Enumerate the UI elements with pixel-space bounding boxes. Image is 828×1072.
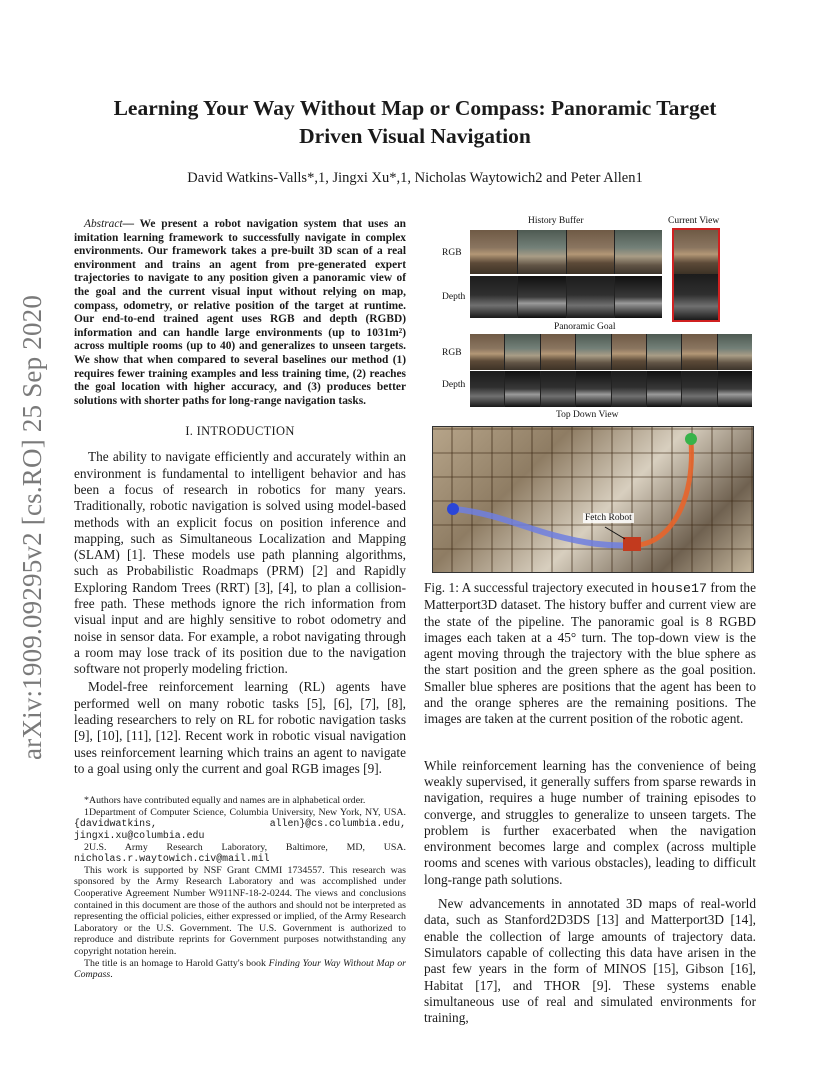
panoramic-depth-frame (541, 371, 576, 407)
panoramic-depth-strip (470, 371, 752, 407)
panoramic-rgb-frame (576, 334, 611, 370)
panoramic-rgb-label: RGB (442, 348, 462, 358)
abstract-text: — We present a robot navigation system that uses an imitation learning framework to successfully navigate in complex environments. Our framework takes a pre-built 3D scan of a real environment and trains an agent from pre-generated expert trajectories to navigate to any position given a panoramic view of the goal and the current visual input without relying on map, compass, odometry, or relative position of the target at runtime. Our end-to-end trained agent uses RGB and depth (RGBD) information and can handle large environments (up to 1031m²) across multiple rooms (up to 40) and generalizes to unseen targets. We show that when compared to several baselines our method (1) requires fewer training examples and less training time, (2) reaches the goal location with higher accuracy, and (3) produces better solutions with shorter paths for long-range navigation tasks. (74, 218, 406, 407)
right-column (424, 214, 756, 1028)
paper-title: Learning Your Way Without Map or Compass: Panoramic Target Driven Visual Navigation (113, 96, 717, 148)
history-depth-frame (518, 276, 566, 318)
history-depth-frame (615, 276, 662, 318)
panoramic-rgb-strip (470, 334, 752, 370)
footnote-homage (74, 958, 406, 981)
panoramic-rgb-frame (541, 334, 576, 370)
panoramic-rgb-frame (718, 334, 752, 370)
right-paragraph-1: While reinforcement learning has the convenience of being weakly supervised, it generally suffers from sparse rewards in navigation, requires a huge number of training episodes to converge, and struggles to generalize to unseen targets. The problem is further exacerbated when the navigation environment becomes large and complex (across multiple rooms and scenes with various obstacles), leading to difficult long-range path solutions. (424, 757, 756, 887)
intro-paragraph-1: The ability to navigate efficiently and accurately within an environment is fundamental to intelligent behavior and has been a focus of research in robotics for many years. Traditionally, robotic navigation is solved using model-based methods with an explicit focus on position inference and mapping, such as Simultaneous Localization and Mapping (SLAM) [1]. These models use path planning algorithms, such as Probabilistic Roadmaps (PRM) [2] and Rapidly Exploring Random Trees (RRT) [3], [4], to plan a collision-free path. These methods ignore the rich information from visual input and are highly sensitive to robot odometry and noise in sensor data. For example, a robot navigating through a room may lose track of its position due to the navigation software not properly modeling friction. (74, 449, 406, 677)
left-column (74, 218, 406, 981)
author-list: David Watkins-Valls*,1, Jingxi Xu*,1, Nicholas Waytowich2 and Peter Allen1 (187, 170, 643, 186)
history-buffer-label: History Buffer (528, 216, 584, 226)
footnote-affiliation-2 (74, 842, 406, 865)
panoramic-depth-frame (505, 371, 540, 407)
right-paragraph-2: New advancements in annotated 3D maps of real-world data, such as Stanford2D3DS [13] and Matterport3D [14], enable the collection of large amounts of trajectory data. Simulators capable of collecting this data have arisen in the past few years in the form of MINOS [15], Gibson [16], Habitat [17], and THOR [9]. These systems enable simultaneous use of real and simulated environments for training, (424, 896, 756, 1026)
panoramic-rgb-frame (505, 334, 540, 370)
panoramic-depth-frame (718, 371, 752, 407)
arxiv-identifier-stamp: arXiv:1909.09295v2 [cs.RO] 25 Sep 2020 (17, 294, 47, 760)
homage-text: The title is an homage to Harold Gatty's book (84, 957, 269, 969)
history-rgb-frame (615, 230, 662, 274)
history-rgb-strip (470, 230, 662, 274)
panoramic-rgb-frame (612, 334, 647, 370)
affiliation-2-text: 2U.S. Army Research Laboratory, Baltimore, MD, USA. (84, 841, 406, 853)
panoramic-depth-label: Depth (442, 380, 466, 390)
fetch-robot-pointer (605, 527, 625, 539)
panoramic-rgb-frame (682, 334, 717, 370)
affiliation-1-emails: {davidwatkins, allen}@cs.columbia.edu, jingxi.xu@columbia.edu (74, 818, 406, 842)
panoramic-depth-frame (470, 371, 505, 407)
top-down-map (432, 426, 754, 573)
figure-1 (424, 214, 756, 574)
homage-suffix: . (110, 969, 113, 981)
history-rgb-label: RGB (442, 248, 462, 258)
remaining-path (638, 441, 691, 545)
fetch-robot-label: Fetch Robot (585, 513, 632, 523)
top-down-view-label: Top Down View (556, 410, 619, 420)
panoramic-depth-frame (682, 371, 717, 407)
history-depth-strip (470, 276, 662, 318)
panoramic-rgb-frame (470, 334, 505, 370)
caption-text-rest: from the Matterport3D dataset. The history buffer and current view are the state of the pipeline. The panoramic goal is 8 RGBD images each taken at a 45° turn. The top-down view is the agent moving through the trajectory with the blue sphere as the start position and the green sphere as the goal position. Smaller blue spheres are positions that the agent has been to and the orange spheres are the remaining positions. The images are taken at the current position of the robotic agent. (424, 580, 756, 727)
caption-house-name: house17 (651, 581, 707, 596)
panoramic-rgb-frame (647, 334, 682, 370)
current-view-rgb (674, 230, 718, 274)
panoramic-goal-label: Panoramic Goal (554, 322, 616, 332)
history-depth-frame (567, 276, 615, 318)
fetch-robot-marker (623, 537, 641, 551)
panoramic-depth-frame (612, 371, 647, 407)
affiliation-2-email: nicholas.r.waytowich.civ@mail.mil (74, 853, 270, 865)
current-view-frame (672, 228, 720, 322)
footnote-equal-contribution: *Authors have contributed equally and names are in alphabetical order. (84, 795, 366, 807)
history-depth-label: Depth (442, 292, 466, 302)
goal-sphere (685, 433, 697, 445)
homage-book-title: Finding Your Way Without Map or Compass (74, 957, 406, 981)
footnote-funding: This work is supported by NSF Grant CMMI 1734557. This research was sponsored by the Army Research Laboratory and was accomplished under Cooperative Agreement Number W911NF-18-2-0244. The views and conclusions contained in this document are those of the authors and should not be interpreted as representing the official policies, either expressed or implied, of the Army Research Laboratory or the U.S. Government. The U.S. Government is authorized to reproduce and distribute reprints for Government purposes notwithstanding any copyright notation herein. (74, 864, 406, 957)
figure-1-caption (424, 580, 756, 728)
right-body-text (424, 758, 756, 1027)
footnote-affiliation-1 (74, 807, 406, 842)
section-heading-introduction: I. INTRODUCTION (185, 424, 295, 439)
abstract (74, 218, 406, 408)
caption-text: Fig. 1: A successful trajectory executed in (424, 580, 652, 595)
history-rgb-frame (567, 230, 615, 274)
start-sphere (447, 503, 459, 515)
history-depth-frame (470, 276, 518, 318)
affiliation-1-text: 1Department of Computer Science, Columbia University, New York, NY, USA. (84, 806, 406, 818)
history-rgb-frame (470, 230, 518, 274)
current-view-depth (674, 274, 718, 320)
history-rgb-frame (518, 230, 566, 274)
panoramic-depth-frame (576, 371, 611, 407)
intro-paragraph-2: Model-free reinforcement learning (RL) agents have performed well on many robotic tasks [5], [6], [7], [8], leading researchers to rely on RL for robotic navigation tasks [9], [10], [11], [12]. Recent work in robotic visual navigation uses reinforcement learning which trains an agent to navigate to a goal using only the current and goal RGB images [9]. (74, 679, 406, 776)
trajectory-overlay (433, 427, 753, 572)
abstract-lead: Abstract (84, 218, 123, 230)
current-view-label: Current View (668, 216, 720, 226)
panoramic-depth-frame (647, 371, 682, 407)
footnotes (74, 795, 406, 981)
